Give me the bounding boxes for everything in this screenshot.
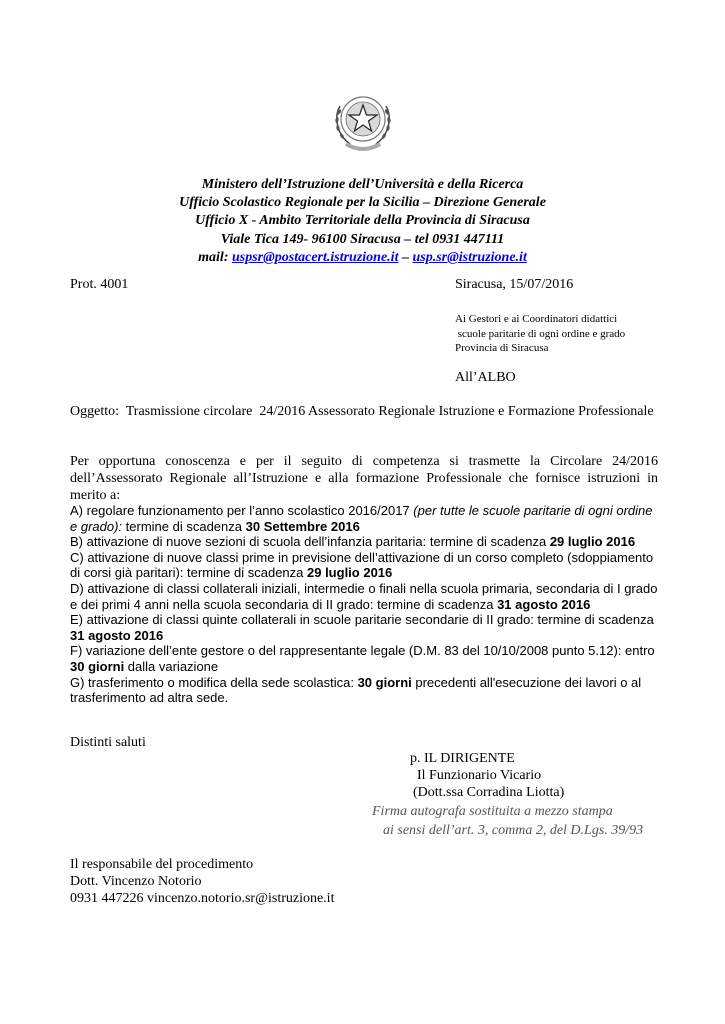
- responsible-block: [70, 856, 334, 907]
- email-link-usp[interactable]: usp.sr@istruzione.it: [412, 249, 527, 265]
- mail-label: mail:: [198, 249, 232, 265]
- recipient-line: scuole paritarie di ogni ordine e grado: [455, 327, 626, 340]
- ambito-line: Ufficio X - Ambito Territoriale della Provincia di Siracusa: [195, 213, 530, 229]
- recipient-line: Provincia di Siracusa: [455, 342, 549, 354]
- mail-line: [0, 249, 725, 267]
- list-item: C) attivazione di nuove classi prime in previsione dell’attivazione di un corso completo (sdoppiamento di corsi già paritari): termine di scadenza 29 luglio 2016: [70, 549, 654, 581]
- signature-role: Il Funzionario Vicario: [417, 768, 542, 783]
- responsible-name: Dott. Vincenzo Notorio: [70, 874, 202, 889]
- ministry-line: Ministero dell’Istruzione dell’Università e della Ricerca: [201, 177, 524, 192]
- closing-greeting: Distinti saluti: [70, 735, 146, 750]
- list-item: D) attivazione di classi collaterali iniziali, intermedie o finali nella scuola primaria, secondaria di I grado e dei primi 4 anni nella scuola secondaria di II grado: termine di scadenza 31 agosto 2016: [70, 580, 658, 612]
- body-paragraph: Per opportuna conoscenza e per il seguito di competenza si trasmette la Circolare 24/2016 dell’Assessorato Regionale all’Istruzione e alla formazione Professionale che fornisce istruzioni in merito a:: [70, 454, 658, 503]
- deadline-list: [70, 503, 660, 706]
- email-separator: –: [398, 249, 413, 265]
- protocol-number: Prot. 4001: [70, 277, 129, 292]
- signature-title: p. IL DIRIGENTE: [410, 751, 515, 766]
- subject-line: Oggetto: Trasmissione circolare 24/2016 Assessorato Regionale Istruzione e Formazione Professionale: [70, 404, 654, 419]
- repubblica-italiana-emblem-icon: [328, 86, 398, 156]
- list-item: B) attivazione di nuove sezioni di scuola dell’infanzia paritaria: termine di scadenza 29 luglio 2016: [70, 534, 636, 550]
- responsible-contact: 0931 447226 vincenzo.notorio.sr@istruzione.it: [70, 891, 335, 906]
- recipients-block: [455, 312, 625, 356]
- list-item: E) attivazione di classi quinte collaterali in scuole paritarie secondarie di II grado: termine di scadenza 31 agosto 2016: [70, 612, 654, 643]
- address-line: Viale Tica 149- 96100 Siracusa – tel 0931 447111: [220, 231, 505, 247]
- list-item: G) trasferimento o modifica della sede scolastica: 30 giorni precedenti all'esecuzione dei lavori o al trasferimento ad altra sede.: [70, 674, 642, 706]
- list-item: F) variazione dell’ente gestore o del rappresentante legale (D.M. 83 del 10/10/2008 punto 5.12): entro 30 giorni dalla variazione: [70, 643, 655, 674]
- signature-note: Firma autografa sostituita a mezzo stampa: [372, 804, 613, 819]
- office-line: Ufficio Scolastico Regionale per la Sicilia – Direzione Generale: [179, 195, 546, 211]
- responsible-title: Il responsabile del procedimento: [70, 857, 254, 872]
- email-link-postacert[interactable]: uspsr@postacert.istruzione.it: [232, 249, 399, 265]
- document-date: Siracusa, 15/07/2016: [455, 277, 574, 292]
- albo-label: All’ALBO: [455, 370, 516, 385]
- signature-legal-reference: ai sensi dell’art. 3, comma 2, del D.Lgs. 39/93: [383, 823, 644, 838]
- recipient-line: Ai Gestori e ai Coordinatori didattici: [455, 313, 618, 325]
- signature-name: (Dott.ssa Corradina Liotta): [413, 785, 565, 800]
- letterhead: [0, 176, 725, 267]
- list-item: A) regolare funzionamento per l’anno scolastico 2016/2017 (per tutte le scuole paritarie di ogni ordine e grado): termine di scadenza 30 Settembre 2016: [70, 503, 653, 534]
